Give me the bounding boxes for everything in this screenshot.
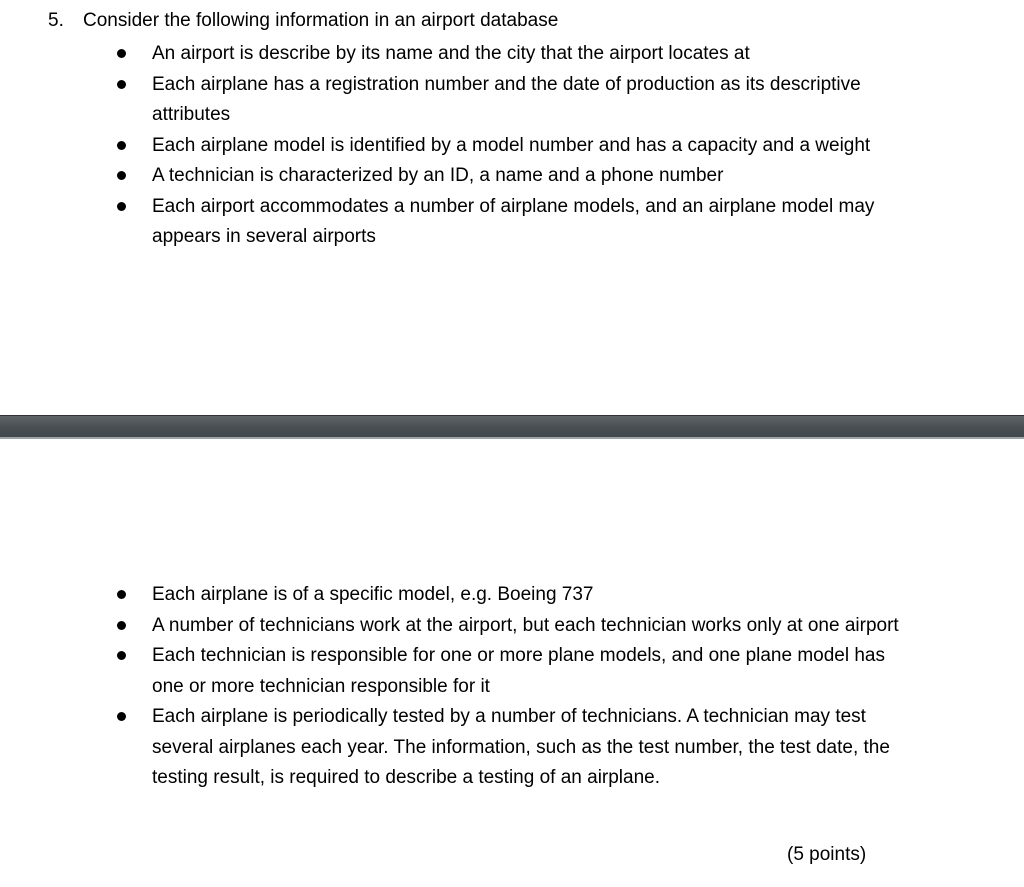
list-item-text: An airport is describe by its name and the city that the airport locates at (152, 43, 750, 64)
list-item-text: Each airplane is of a specific model, e.g. Boeing 737 (152, 584, 594, 605)
points-label: (5 points) (787, 844, 867, 865)
bullet-icon (117, 712, 126, 721)
bullet-icon (117, 202, 126, 211)
list-item (0, 192, 912, 253)
list-item-text: Each technician is responsible for one or more plane models, and one plane model has one or more technician responsible for it (152, 645, 886, 697)
list-item (0, 161, 912, 192)
bullet-icon (117, 651, 126, 660)
requirements-list-part2 (0, 580, 1024, 794)
list-item-text: Each airplane model is identified by a model number and has a capacity and a weight (152, 134, 871, 156)
list-item (0, 580, 912, 611)
bullet-icon (117, 171, 126, 180)
bullet-icon (117, 590, 126, 599)
list-item (0, 702, 912, 794)
list-item (0, 611, 912, 642)
page-separator-bar (0, 415, 1024, 440)
list-item-text: A technician is characterized by an ID, a name and a phone number (152, 165, 724, 186)
bullet-icon (117, 621, 126, 630)
bullet-icon (117, 80, 126, 89)
list-item (0, 641, 912, 702)
list-item (0, 70, 912, 131)
list-item-text: Each airport accommodates a number of airplane models, and an airplane model may appears in several airports (152, 195, 875, 247)
list-item-text: Each airplane is periodically tested by a number of technicians. A technician may test several airplanes each year. The information, such as the test number, the test date, the testing result, is required to describe a testing of an airplane. (152, 706, 890, 788)
list-item (0, 131, 912, 162)
requirements-list-part1 (0, 39, 1024, 253)
list-item (0, 39, 912, 70)
question-number: 5. (48, 10, 64, 31)
question-intro: Consider the following information in an airport database (83, 10, 559, 31)
list-item-text: Each airplane has a registration number and the date of production as its descriptive attributes (152, 73, 861, 125)
list-item-text: A number of technicians work at the airport, but each technician works only at one airport (152, 614, 899, 636)
bullet-icon (117, 141, 126, 150)
bullet-icon (117, 49, 126, 58)
